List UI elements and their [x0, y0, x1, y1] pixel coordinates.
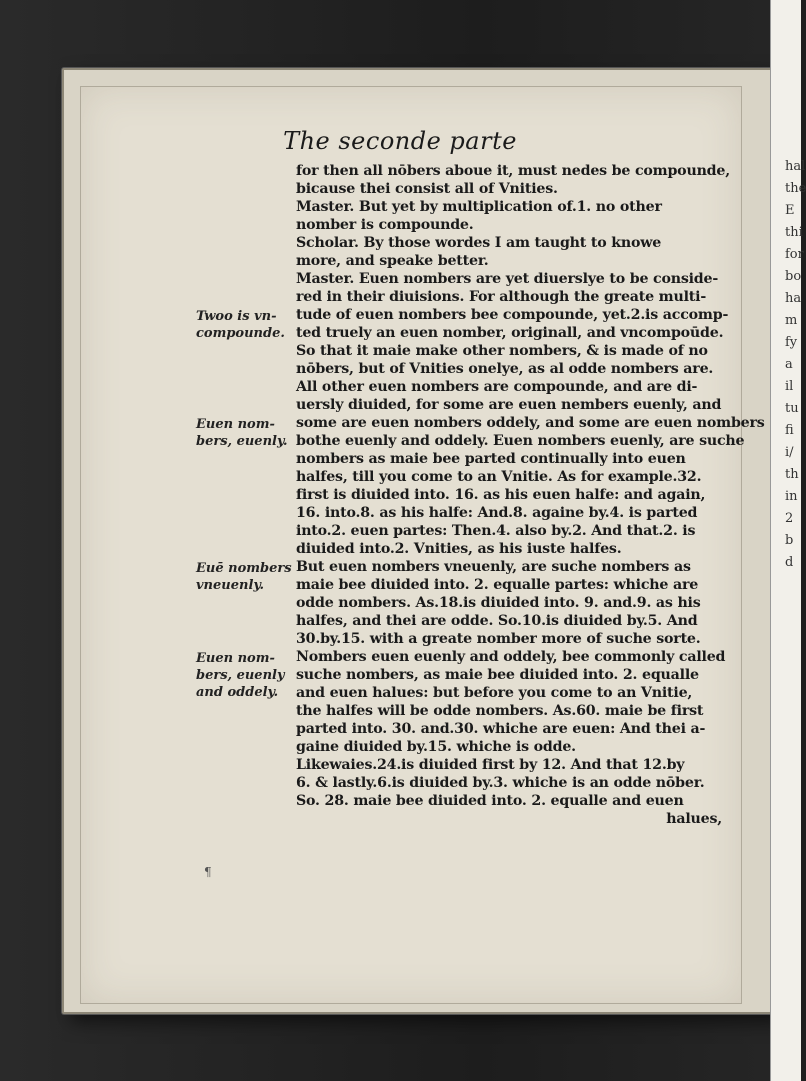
text-line: But euen nombers vneuenly, are suche nombers as: [296, 559, 691, 575]
text-line: nomber is compounde.: [296, 217, 474, 233]
margin-note: [196, 308, 296, 342]
text-line: So that it maie make other nombers, & is made of no: [296, 343, 708, 359]
text-line: uersly diuided, for some are euen nembers euenly, and: [296, 397, 722, 413]
text-line: the halfes will be odde nombers. As.60. maie be first: [296, 703, 704, 719]
text-line: halfes, till you come to an Vnitie. As for example.32.: [296, 469, 702, 485]
text-line: bicause thei consist all of Vnities.: [296, 181, 558, 197]
margin-note-line: bers, euenly.: [196, 434, 288, 449]
text-line: red in their diuisions. For although the greate multi-: [296, 289, 707, 305]
text-line: 30.by.15. with a greate nomber more of suche sorte.: [296, 631, 701, 647]
text-line: Scholar. By those wordes I am taught to knowe: [296, 235, 662, 251]
margin-note-line: bers, euenly: [196, 668, 285, 683]
text-line: Master. Euen nombers are yet diuerslye to be conside-: [296, 271, 719, 287]
text-line: ted truely an euen nomber, originall, and vncompoūde.: [296, 325, 724, 341]
facing-page-fragment: fy: [785, 335, 798, 350]
text-line: Nombers euen euenly and oddely, bee commonly called: [296, 649, 726, 665]
facing-page-fragment: fi: [785, 423, 794, 438]
text-line: bothe euenly and oddely. Euen nombers euenly, are suche: [296, 433, 745, 449]
text-line: into.2. euen partes: Then.4. also by.2. And that.2. is: [296, 523, 696, 539]
facing-page-fragment: ha: [785, 291, 802, 306]
facing-page-fragment: il: [785, 379, 794, 394]
text-line: for then all nōbers aboue it, must nedes be compounde,: [296, 163, 730, 179]
facing-page-fragment: hal: [785, 159, 806, 174]
text-line: So. 28. maie bee diuided into. 2. equalle and euen: [296, 793, 684, 809]
gutter-mark: ¶: [204, 865, 212, 879]
running-head: The seconde parte: [283, 127, 517, 155]
facing-page-fragment: the: [785, 181, 806, 196]
facing-page-fragment: in: [785, 489, 798, 504]
body-text: [296, 162, 765, 828]
text-line: 16. into.8. as his halfe: And.8. againe by.4. is parted: [296, 505, 698, 521]
facing-page-fragment: tu: [785, 401, 799, 416]
margin-note-line: Twoo is vn-: [196, 309, 277, 324]
margin-note-line: and oddely.: [196, 685, 279, 700]
text-line: tude of euen nombers bee compounde, yet.2.is accomp-: [296, 307, 729, 323]
text-line: nōbers, but of Vnities onelye, as al odde nombers are.: [296, 361, 714, 377]
margin-note-line: Euen nom-: [196, 417, 275, 432]
text-line: diuided into.2. Vnities, as his iuste halfes.: [296, 541, 622, 557]
facing-page-fragment: a: [785, 357, 793, 372]
facing-page-strip: [770, 0, 806, 1081]
margin-note-line: compounde.: [196, 326, 285, 341]
margin-note: [196, 560, 296, 594]
text-line: halfes, and thei are odde. So.10.is diuided by.5. And: [296, 613, 698, 629]
text-line: odde nombers. As.18.is diuided into. 9. and.9. as his: [296, 595, 701, 611]
margin-note: [196, 650, 296, 701]
facing-page-fragment: for: [785, 247, 804, 262]
text-line: nombers as maie bee parted continually into euen: [296, 451, 686, 467]
facing-page-fragment: d: [785, 555, 794, 570]
facing-page-fragment: b: [785, 533, 794, 548]
text-line: Likewaies.24.is diuided first by 12. And that 12.by: [296, 757, 685, 773]
text-line: parted into. 30. and.30. whiche are euen: And thei a-: [296, 721, 706, 737]
facing-page-fragment: bo: [785, 269, 802, 284]
margin-note-line: vneuenly.: [196, 578, 264, 593]
text-line: and euen halues: but before you come to an Vnitie,: [296, 685, 693, 701]
facing-page-fragment: i/: [785, 445, 794, 460]
facing-page-fragment: th: [785, 467, 799, 482]
text-line: some are euen nombers oddely, and some are euen nombers: [296, 415, 765, 431]
text-line: Master. But yet by multiplication of.1. no other: [296, 199, 662, 215]
text-line: more, and speake better.: [296, 253, 489, 269]
facing-page-fragment: 2: [785, 511, 794, 526]
text-line: All other euen nombers are compounde, and are di-: [296, 379, 698, 395]
text-line: first is diuided into. 16. as his euen halfe: and again,: [296, 487, 706, 503]
text-line: suche nombers, as maie bee diuided into. 2. equalle: [296, 667, 699, 683]
margin-note-line: Euē nombers: [196, 561, 292, 576]
margin-note-line: Euen nom-: [196, 651, 275, 666]
text-line: gaine diuided by.15. whiche is odde.: [296, 739, 576, 755]
margin-note: [196, 416, 296, 450]
text-line: maie bee diuided into. 2. equalle partes: whiche are: [296, 577, 699, 593]
facing-page-fragment: m: [785, 313, 798, 328]
facing-page-fragment: E: [785, 203, 795, 218]
text-line: halues,: [666, 811, 722, 827]
text-line: 6. & lastly.6.is diuided by.3. whiche is an odde nōber.: [296, 775, 705, 791]
facing-page-fragment: thi: [785, 225, 803, 240]
